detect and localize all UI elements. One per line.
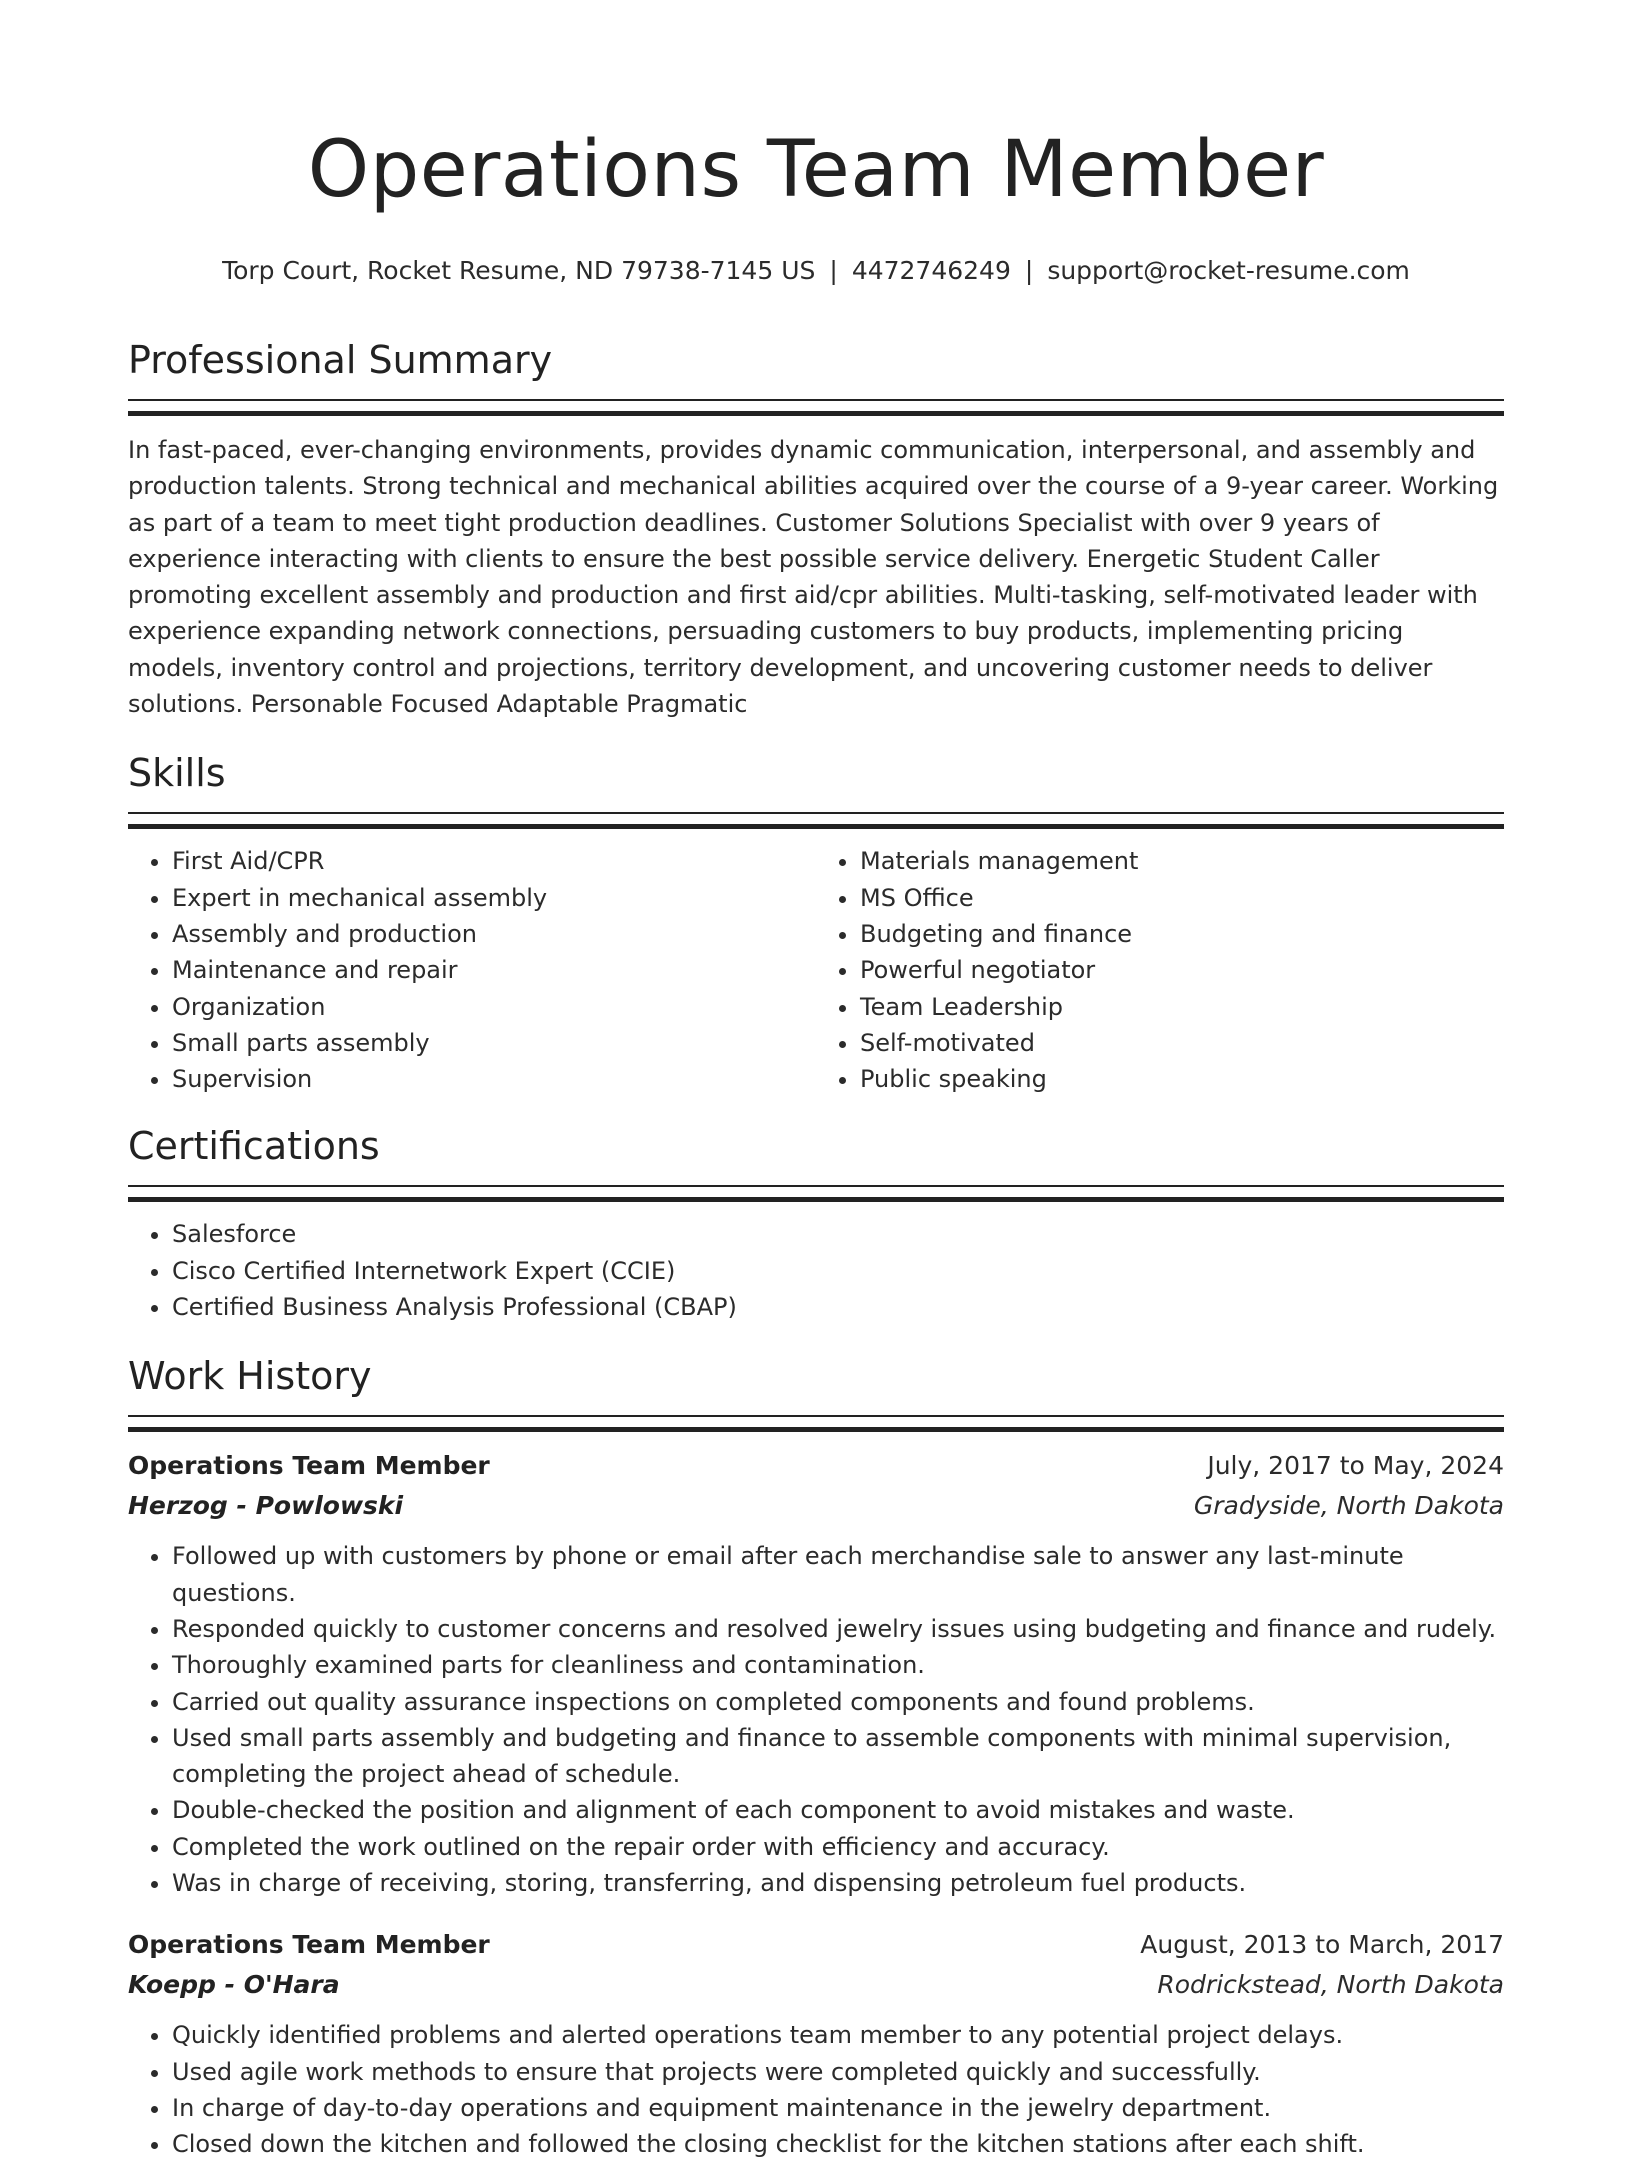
- skill-item: • Maintenance and repair: [172, 952, 816, 988]
- skills-column-left: [128, 829, 816, 1097]
- job-duty: • Double-checked the position and alignment of each component to avoid mistakes and waste.: [172, 1792, 1504, 1828]
- skill-item: • Powerful negotiator: [860, 952, 1504, 988]
- job-duty: • Followed up with customers by phone or email after each merchandise sale to answer any last-minute questions.: [172, 1538, 1504, 1611]
- job-dates: July, 2017 to May, 2024: [1207, 1451, 1504, 1481]
- section-divider: [128, 399, 1504, 416]
- skills-grid: [128, 829, 1504, 1097]
- skill-item: • Budgeting and finance: [860, 916, 1504, 952]
- skill-item: • MS Office: [860, 880, 1504, 916]
- job-entry: [128, 1925, 1504, 2162]
- skill-item: • Self-motivated: [860, 1025, 1504, 1061]
- summary-heading: Professional Summary: [128, 338, 553, 382]
- summary-text: In fast-paced, ever-changing environments, provides dynamic communication, interpersonal, and assembly and production talents. Strong technical and mechanical abilities acquired over the course of a 9-year career. Working as part of a team to meet tight production deadlines. Customer Solutions Specialist with over 9 years of experience interacting with clients to ensure the best possible service delivery. Energetic Student Caller promoting excellent assembly and production and first aid/cpr abilities. Multi-tasking, self-motivated leader with experience expanding network connections, persuading customers to buy products, implementing pricing models, inventory control and projections, territory development, and uncovering customer needs to deliver solutions. Personable Focused Adaptable Pragmatic: [128, 436, 1499, 719]
- skill-item: • Team Leadership: [860, 989, 1504, 1025]
- skills-column-right: [816, 829, 1504, 1097]
- skill-item: • Supervision: [172, 1061, 816, 1097]
- skills-heading: Skills: [128, 751, 226, 796]
- skill-item: • Expert in mechanical assembly: [172, 880, 816, 916]
- skill-item: • Assembly and production: [172, 916, 816, 952]
- contact-separator: |: [829, 256, 838, 285]
- job-duty: • Quickly identified problems and alerted operations team member to any potential project delays.: [172, 2017, 1504, 2053]
- job-header: [128, 1446, 1504, 1486]
- skill-item: • First Aid/CPR: [172, 843, 816, 879]
- job-dates: August, 2013 to March, 2017: [1140, 1930, 1504, 1960]
- phone: 4472746249: [851, 256, 1011, 285]
- job-duty: • Used small parts assembly and budgeting and finance to assemble components with minimal supervision, completing the project ahead of schedule.: [172, 1720, 1504, 1793]
- skills-list-right: [816, 843, 1504, 1097]
- skill-item: • Small parts assembly: [172, 1025, 816, 1061]
- job-duty: • Was in charge of receiving, storing, transferring, and dispensing petroleum fuel products.: [172, 1865, 1504, 1901]
- job-entry: [128, 1446, 1504, 1901]
- email: support@rocket-resume.com: [1047, 256, 1410, 285]
- job-duty: • In charge of day-to-day operations and equipment maintenance in the jewelry department.: [172, 2090, 1504, 2126]
- job-duty: • Responded quickly to customer concerns and resolved jewelry issues using budgeting and finance and rudely.: [172, 1611, 1504, 1647]
- section-divider: [128, 1185, 1504, 1202]
- work-history-heading: Work History: [128, 1354, 372, 1399]
- job-title: Operations Team Member: [128, 1451, 490, 1481]
- work-history-section: [128, 1351, 1504, 2162]
- job-title: Operations Team Member: [128, 1930, 490, 1960]
- job-subheader: [128, 1486, 1504, 1526]
- job-location: Rodrickstead, North Dakota: [1157, 1970, 1504, 2000]
- certifications-list: [128, 1216, 1504, 1325]
- certifications-heading: Certifications: [128, 1124, 380, 1169]
- job-duties-list: [128, 2017, 1504, 2162]
- skill-item: • Organization: [172, 989, 816, 1025]
- certification-item: • Cisco Certified Internetwork Expert (CCIE): [172, 1253, 1504, 1289]
- job-header: [128, 1925, 1504, 1965]
- job-duty: • Closed down the kitchen and followed the closing checklist for the kitchen stations after each shift.: [172, 2126, 1504, 2162]
- job-duty: • Completed the work outlined on the repair order with efficiency and accuracy.: [172, 1829, 1504, 1865]
- job-duty: • Used agile work methods to ensure that projects were completed quickly and successfully.: [172, 2054, 1504, 2090]
- certification-item: • Certified Business Analysis Professional (CBAP): [172, 1289, 1504, 1325]
- job-location: Gradyside, North Dakota: [1193, 1491, 1504, 1521]
- skills-section: [128, 748, 1504, 1097]
- skills-list-left: [128, 843, 816, 1097]
- contact-separator: |: [1024, 256, 1034, 285]
- skill-item: • Materials management: [860, 843, 1504, 879]
- company-name: Herzog - Powlowski: [128, 1491, 404, 1521]
- company-name: Koepp - O'Hara: [128, 1970, 340, 2000]
- section-divider: [128, 1415, 1504, 1432]
- job-subheader: [128, 1965, 1504, 2005]
- address: Torp Court, Rocket Resume, ND 79738-7145 US: [222, 256, 816, 285]
- job-duty: • Carried out quality assurance inspections on completed components and found problems.: [172, 1684, 1504, 1720]
- summary-section: [128, 335, 1504, 722]
- candidate-name: Operations Team Member: [307, 125, 1325, 215]
- job-duty: • Thoroughly examined parts for cleanliness and contamination.: [172, 1647, 1504, 1683]
- section-divider: [128, 812, 1504, 829]
- skill-item: • Public speaking: [860, 1061, 1504, 1097]
- certification-item: • Salesforce: [172, 1216, 1504, 1252]
- job-duties-list: [128, 1538, 1504, 1901]
- contact-line: [128, 254, 1504, 288]
- certifications-section: [128, 1121, 1504, 1325]
